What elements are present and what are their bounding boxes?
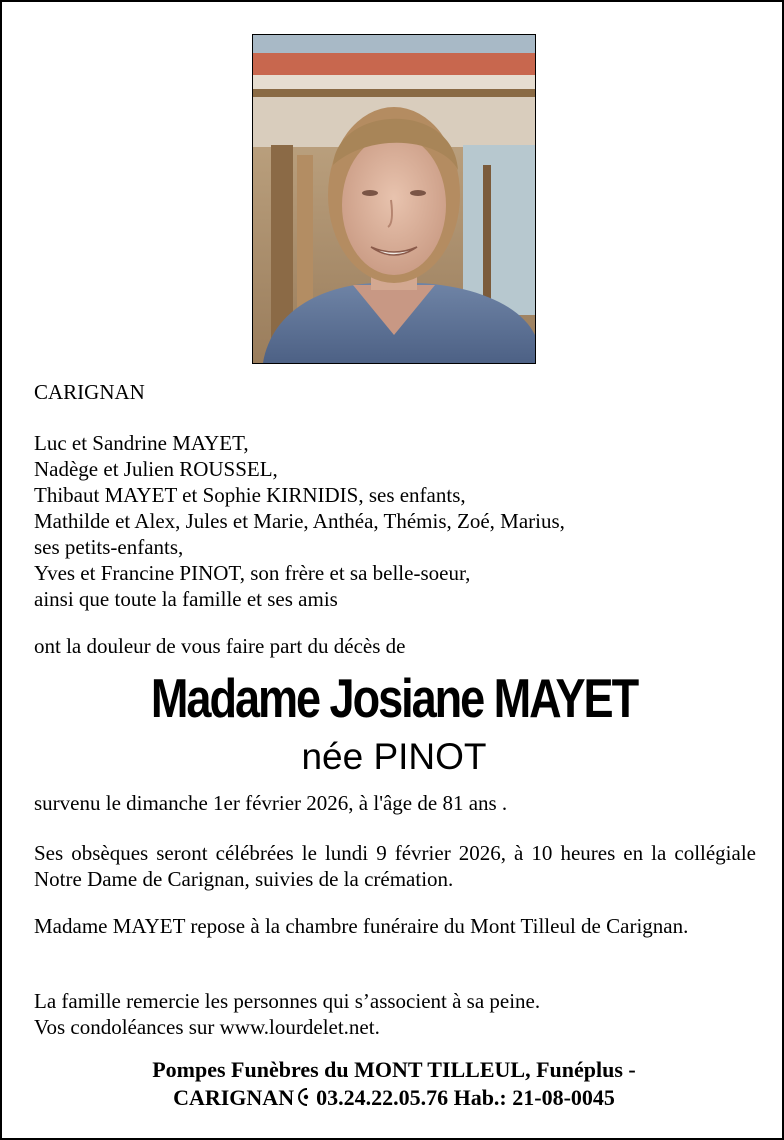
portrait-photo — [252, 34, 536, 364]
family-line: Thibaut MAYET et Sophie KIRNIDIS, ses enfants, — [34, 483, 466, 507]
family-line: Nadège et Julien ROUSSEL, — [34, 457, 278, 481]
deceased-name: Madame Josiane MAYET — [150, 667, 638, 729]
announcement-intro: ont la douleur de vous faire part du décès de — [34, 634, 406, 658]
family-line: Yves et Francine PINOT, son frère et sa belle-soeur, — [34, 561, 471, 585]
condolences-line: Vos condoléances sur www.lourdelet.net. — [34, 1015, 380, 1039]
thanks-line: La famille remercie les personnes qui s’associent à sa peine. — [34, 989, 541, 1013]
funeral-home-name: Pompes Funèbres du MONT TILLEUL, Funéplus - — [152, 1057, 636, 1082]
funeral-home-hab: Hab.: 21-08-0045 — [453, 1085, 615, 1110]
family-list — [34, 430, 756, 612]
funeral-home-footer — [34, 1056, 754, 1112]
death-notice: survenu le dimanche 1er février 2026, à l'âge de 81 ans . — [34, 791, 508, 815]
family-line: ainsi que toute la famille et ses amis — [34, 587, 338, 611]
location: CARIGNAN — [34, 380, 145, 404]
phone-icon — [294, 1086, 316, 1106]
funeral-notice: Ses obsèques seront célébrées le lundi 9 février 2026, à 10 heures en la collégiale Notre Dame de Carignan, suivies de la crémation. — [34, 841, 756, 891]
maiden-name: née PINOT — [301, 736, 487, 777]
funeral-home-contact — [34, 1084, 754, 1112]
thanks-text — [34, 988, 756, 1040]
funeral-home-phone: 03.24.22.05.76 — [316, 1085, 449, 1110]
family-line: ses petits-enfants, — [34, 535, 184, 559]
funeral-home-city: CARIGNAN — [173, 1085, 295, 1110]
family-line: Mathilde et Alex, Jules et Marie, Anthéa, Thémis, Zoé, Marius, — [34, 509, 565, 533]
family-line: Luc et Sandrine MAYET, — [34, 431, 249, 455]
rest-notice: Madame MAYET repose à la chambre funéraire du Mont Tilleul de Carignan. — [34, 914, 689, 938]
